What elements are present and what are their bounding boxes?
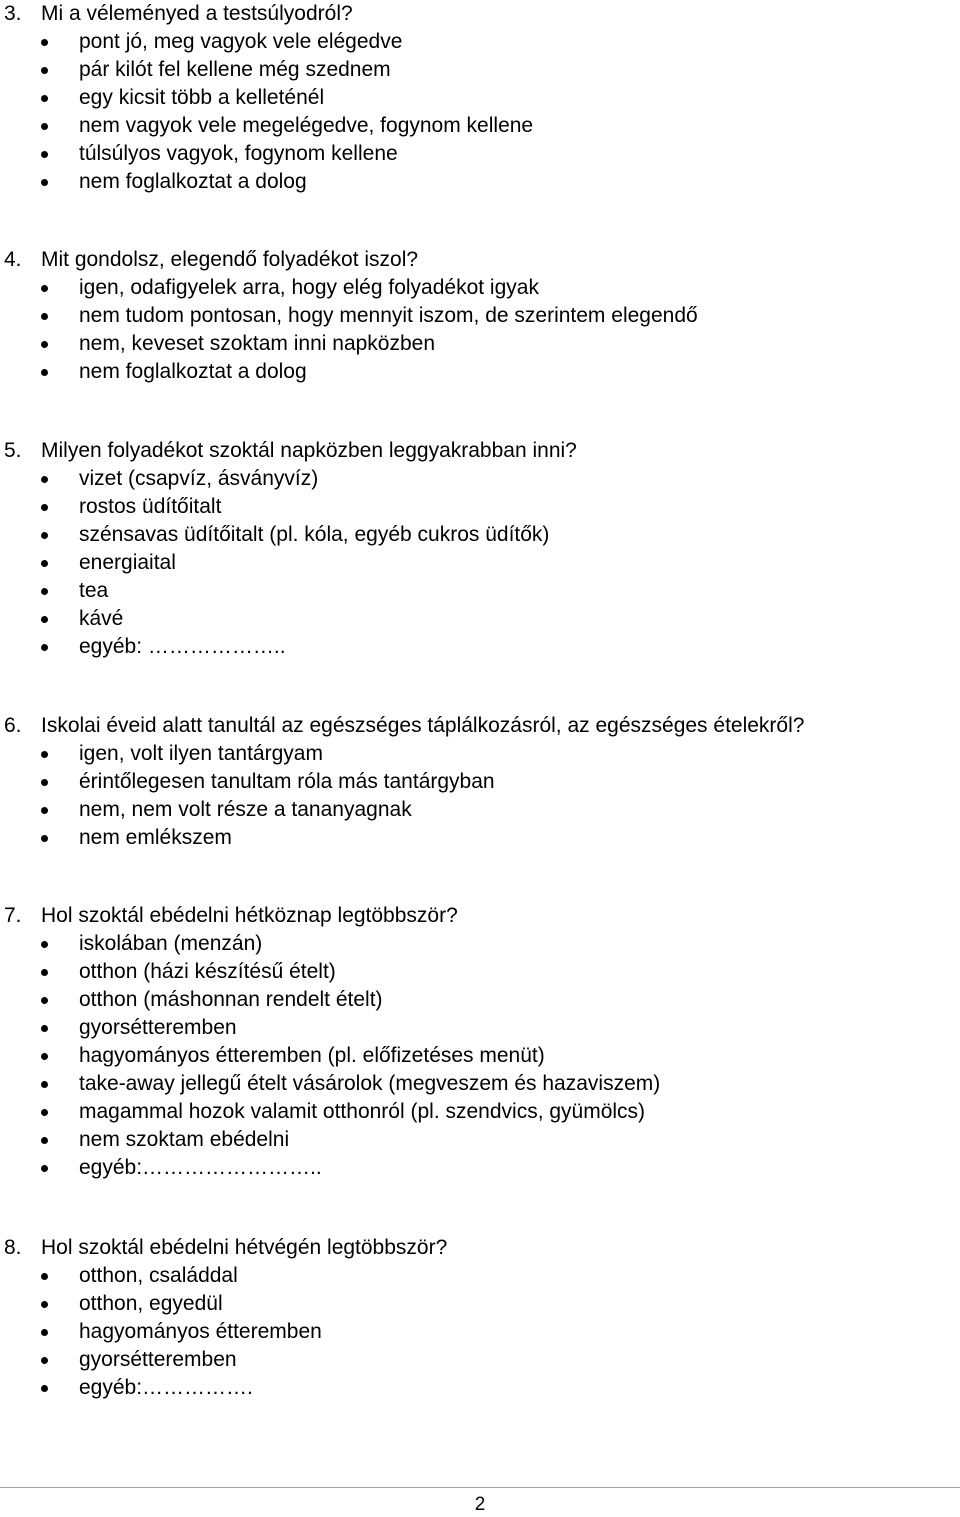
bullet-icon xyxy=(41,1137,48,1144)
bullet-icon xyxy=(41,941,48,948)
option-label: nem, keveset szoktam inni napközben xyxy=(79,332,436,355)
option-label: igen, volt ilyen tantárgyam xyxy=(79,742,323,765)
option-label: egyéb:…………………….. xyxy=(79,1156,322,1179)
option-label: take-away jellegű ételt vásárolok (megveszem és hazaviszem) xyxy=(79,1072,661,1095)
bullet-icon xyxy=(41,39,48,46)
option-label: nem szoktam ebédelni xyxy=(79,1128,290,1151)
bullet-icon xyxy=(41,532,48,539)
option-label: érintőlegesen tanultam róla más tantárgyban xyxy=(79,770,495,793)
bullet-icon xyxy=(41,1053,48,1060)
question-number: 6. xyxy=(4,714,22,737)
bullet-icon xyxy=(41,751,48,758)
option-label: otthon (házi készítésű ételt) xyxy=(79,960,336,983)
question-text: Mi a véleményed a testsúlyodról? xyxy=(41,2,353,25)
option-label: szénsavas üdítőitalt (pl. kóla, egyéb cukros üdítők) xyxy=(79,523,550,546)
option-label: nem, nem volt része a tananyagnak xyxy=(79,798,412,821)
bullet-icon xyxy=(41,95,48,102)
question-text: Iskolai éveid alatt tanultál az egészséges táplálkozásról, az egészséges ételekről? xyxy=(41,714,805,737)
bullet-icon xyxy=(41,476,48,483)
bullet-icon xyxy=(41,341,48,348)
option-label: hagyományos étteremben xyxy=(79,1320,322,1343)
bullet-icon xyxy=(41,67,48,74)
bullet-icon xyxy=(41,151,48,158)
bullet-icon xyxy=(41,369,48,376)
bullet-icon xyxy=(41,644,48,651)
question-text: Hol szoktál ebédelni hétvégén legtöbbször? xyxy=(41,1236,448,1259)
page-number: 2 xyxy=(474,1494,486,1515)
bullet-icon xyxy=(41,285,48,292)
option-label: pont jó, meg vagyok vele elégedve xyxy=(79,30,403,53)
bullet-icon xyxy=(41,1301,48,1308)
question-number: 4. xyxy=(4,248,22,271)
option-label: hagyományos étteremben (pl. előfizetéses menüt) xyxy=(79,1044,545,1067)
bullet-icon xyxy=(41,588,48,595)
option-label: vizet (csapvíz, ásványvíz) xyxy=(79,467,319,490)
option-label: egy kicsit több a kelleténél xyxy=(79,86,325,109)
bullet-icon xyxy=(41,779,48,786)
option-label: pár kilót fel kellene még szednem xyxy=(79,58,391,81)
option-label: túlsúlyos vagyok, fogynom kellene xyxy=(79,142,398,165)
option-label: kávé xyxy=(79,607,124,630)
question-number: 5. xyxy=(4,439,22,462)
option-label: energiaital xyxy=(79,551,176,574)
option-label: igen, odafigyelek arra, hogy elég folyadékot igyak xyxy=(79,276,539,299)
option-label: otthon (máshonnan rendelt ételt) xyxy=(79,988,383,1011)
question-text: Milyen folyadékot szoktál napközben leggyakrabban inni? xyxy=(41,439,577,462)
option-label: tea xyxy=(79,579,109,602)
option-label: nem foglalkoztat a dolog xyxy=(79,170,307,193)
option-label: nem vagyok vele megelégedve, fogynom kellene xyxy=(79,114,534,137)
bullet-icon xyxy=(41,1081,48,1088)
bullet-icon xyxy=(41,504,48,511)
bullet-icon xyxy=(41,1357,48,1364)
option-label: nem tudom pontosan, hogy mennyit iszom, de szerintem elegendő xyxy=(79,304,698,327)
option-label: rostos üdítőitalt xyxy=(79,495,222,518)
option-label: gyorsétteremben xyxy=(79,1016,237,1039)
question-text: Hol szoktál ebédelni hétköznap legtöbbször? xyxy=(41,904,458,927)
bullet-icon xyxy=(41,1329,48,1336)
bullet-icon xyxy=(41,835,48,842)
option-label: otthon, családdal xyxy=(79,1264,238,1287)
option-label: magammal hozok valamit otthonról (pl. szendvics, gyümölcs) xyxy=(79,1100,646,1123)
option-label: egyéb: ……………….. xyxy=(79,635,286,658)
bullet-icon xyxy=(41,807,48,814)
bullet-icon xyxy=(41,179,48,186)
bullet-icon xyxy=(41,616,48,623)
bullet-icon xyxy=(41,1165,48,1172)
option-label: otthon, egyedül xyxy=(79,1292,223,1315)
question-number: 7. xyxy=(4,904,22,927)
option-label: nem emlékszem xyxy=(79,826,232,849)
bullet-icon xyxy=(41,1385,48,1392)
bullet-icon xyxy=(41,997,48,1004)
bullet-icon xyxy=(41,313,48,320)
bullet-icon xyxy=(41,1025,48,1032)
option-label: nem foglalkoztat a dolog xyxy=(79,360,307,383)
question-text: Mit gondolsz, elegendő folyadékot iszol? xyxy=(41,248,419,271)
bullet-icon xyxy=(41,1109,48,1116)
option-label: iskolában (menzán) xyxy=(79,932,263,955)
option-label: egyéb:……………. xyxy=(79,1376,253,1399)
option-label: gyorsétteremben xyxy=(79,1348,237,1371)
bullet-icon xyxy=(41,969,48,976)
question-number: 8. xyxy=(4,1236,22,1259)
question-number: 3. xyxy=(4,2,22,25)
bullet-icon xyxy=(41,560,48,567)
bullet-icon xyxy=(41,123,48,130)
bullet-icon xyxy=(41,1273,48,1280)
footer-divider xyxy=(0,1487,960,1488)
